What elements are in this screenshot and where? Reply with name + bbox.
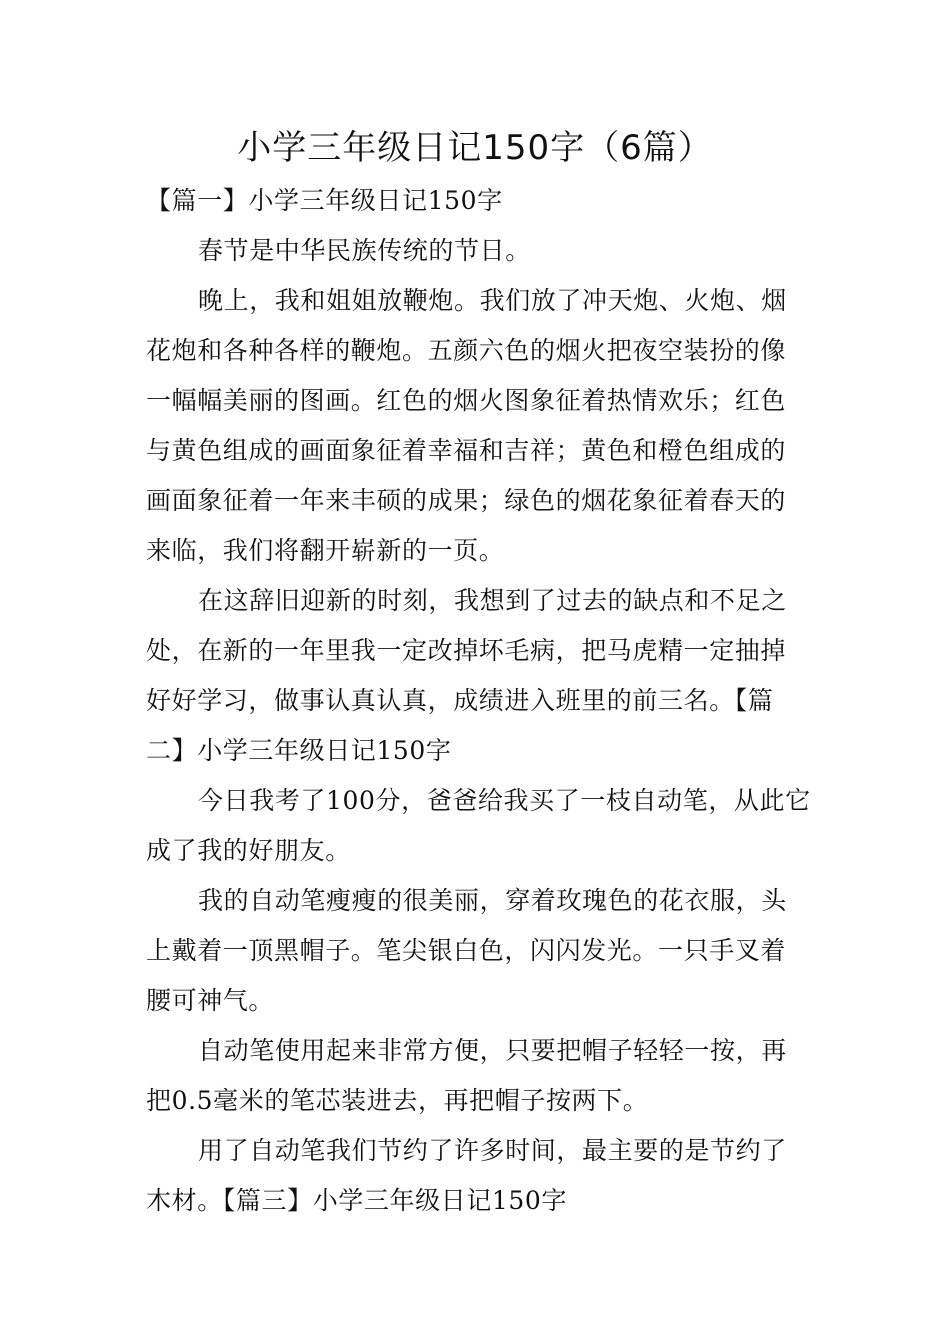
paragraph-line: 在这辞旧迎新的时刻，我想到了过去的缺点和不足之 xyxy=(198,586,787,615)
document-body xyxy=(146,176,811,1226)
paragraph-line: 木材。【篇三】小学三年级日记150字 xyxy=(146,1186,568,1215)
paragraph-line: 好好学习，做事认真认真，成绩进入班里的前三名。【篇 xyxy=(146,686,774,715)
paragraph-line: 今日我考了100分，爸爸给我买了一枝自动笔，从此它 xyxy=(198,786,811,815)
paragraph-line: 一幅幅美丽的图画。红色的烟火图象征着热情欢乐；红色 xyxy=(146,386,787,415)
document-title: 小学三年级日记150字（6篇） xyxy=(237,128,713,168)
paragraph-line: 我的自动笔瘦瘦的很美丽，穿着玫瑰色的花衣服，头 xyxy=(198,886,787,915)
paragraph-line: 来临，我们将翻开崭新的一页。 xyxy=(146,536,505,565)
paragraph-line: 花炮和各种各样的鞭炮。五颜六色的烟火把夜空装扮的像 xyxy=(146,336,787,365)
paragraph-line: 把0.5毫米的笔芯装进去，再把帽子按两下。 xyxy=(146,1086,649,1115)
section-heading: 二】小学三年级日记150字 xyxy=(146,736,452,765)
paragraph-line: 上戴着一顶黑帽子。笔尖银白色，闪闪发光。一只手叉着 xyxy=(146,936,787,965)
paragraph-line: 晚上，我和姐姐放鞭炮。我们放了冲天炮、火炮、烟 xyxy=(198,286,787,315)
paragraph-line: 腰可神气。 xyxy=(146,986,275,1015)
paragraph-line: 春节是中华民族传统的节日。 xyxy=(198,236,531,265)
section-heading: 【篇一】小学三年级日记150字 xyxy=(146,186,503,215)
paragraph-line: 成了我的好朋友。 xyxy=(146,836,351,865)
paragraph-line: 自动笔使用起来非常方便，只要把帽子轻轻一按，再 xyxy=(198,1036,787,1065)
paragraph-line: 画面象征着一年来丰硕的成果；绿色的烟花象征着春天的 xyxy=(146,486,787,515)
paragraph-line: 与黄色组成的画面象征着幸福和吉祥；黄色和橙色组成的 xyxy=(146,436,787,465)
paragraph-line: 处，在新的一年里我一定改掉坏毛病，把马虎精一定抽掉 xyxy=(146,636,787,665)
paragraph-line: 用了自动笔我们节约了许多时间，最主要的是节约了 xyxy=(198,1136,787,1165)
